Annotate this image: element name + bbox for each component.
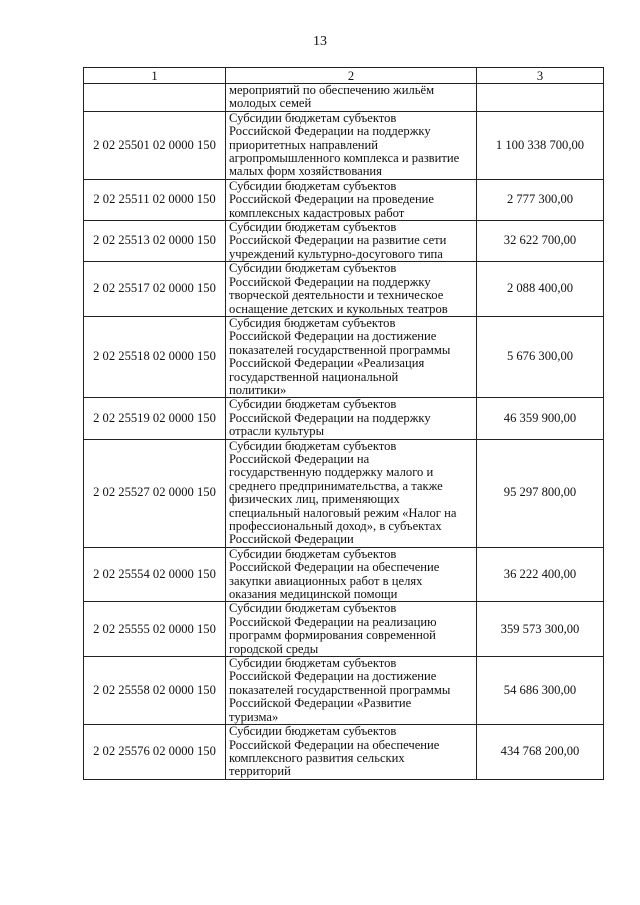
- description-line: учреждений культурно-досугового типа: [229, 246, 443, 261]
- description-line: Субсидии бюджетам субъектов: [229, 438, 397, 453]
- description-line: Российской Федерации «Реализация: [229, 356, 425, 371]
- table-header-row: [84, 68, 604, 84]
- description-line: Субсидии бюджетам субъектов: [229, 220, 397, 235]
- row-code: 2 02 25527 02 0000 150: [84, 439, 226, 547]
- description-line: Российской Федерации на обеспечение: [229, 560, 440, 575]
- table-row: [84, 439, 604, 547]
- description-line: показателей государственной программы: [229, 682, 451, 697]
- description-line: городской среды: [229, 641, 319, 656]
- description-line: молодых семей: [229, 96, 312, 111]
- table-row: [84, 602, 604, 657]
- row-code: 2 02 25555 02 0000 150: [84, 602, 226, 657]
- description-line: Субсидии бюджетам субъектов: [229, 178, 397, 193]
- description-line: государственной национальной: [229, 369, 399, 384]
- description-line: Субсидии бюджетам субъектов: [229, 601, 397, 616]
- row-code: 2 02 25501 02 0000 150: [84, 111, 226, 179]
- row-description: [226, 398, 477, 439]
- description-line: Российской Федерации на достижение: [229, 669, 437, 684]
- description-line: политики»: [229, 382, 287, 397]
- description-line: агропромышленного комплекса и развитие: [229, 151, 460, 166]
- table-row: [84, 262, 604, 317]
- row-code: 2 02 25513 02 0000 150: [84, 221, 226, 262]
- description-line: Российской Федерации на развитие сети: [229, 233, 447, 248]
- description-line: Российской Федерации на поддержку: [229, 124, 431, 139]
- description-line: Российской Федерации на поддержку: [229, 410, 431, 425]
- description-line: Российской Федерации на обеспечение: [229, 737, 440, 752]
- row-description: [226, 179, 477, 220]
- description-line: комплексных кадастровых работ: [229, 205, 405, 220]
- description-line: комплексного развития сельских: [229, 750, 405, 765]
- row-description: [226, 84, 477, 112]
- row-description: [226, 111, 477, 179]
- row-code: 2 02 25518 02 0000 150: [84, 316, 226, 397]
- description-line: Субсидии бюджетам субъектов: [229, 261, 397, 276]
- row-amount: 434 768 200,00: [477, 725, 604, 780]
- description-line: Субсидия бюджетам субъектов: [229, 315, 396, 330]
- row-description: [226, 657, 477, 725]
- table-row: [84, 221, 604, 262]
- row-amount: 359 573 300,00: [477, 602, 604, 657]
- row-description: [226, 262, 477, 317]
- table-row: [84, 398, 604, 439]
- row-amount: [477, 84, 604, 112]
- table-row: [84, 547, 604, 602]
- budget-revenue-table: [83, 67, 604, 780]
- description-line: Российской Федерации: [229, 532, 354, 547]
- description-line: туризма»: [229, 709, 279, 724]
- table-row: [84, 657, 604, 725]
- description-line: программ формирования современной: [229, 628, 436, 643]
- table-row: [84, 179, 604, 220]
- description-line: Российской Федерации на достижение: [229, 329, 437, 344]
- row-code: [84, 84, 226, 112]
- column-header-description: 2: [226, 68, 477, 84]
- row-amount: 32 622 700,00: [477, 221, 604, 262]
- description-line: территорий: [229, 764, 291, 779]
- description-line: Российской Федерации на реализацию: [229, 614, 437, 629]
- description-line: Субсидии бюджетам субъектов: [229, 110, 397, 125]
- description-line: приоритетных направлений: [229, 137, 379, 152]
- description-line: мероприятий по обеспечению жильём: [229, 83, 435, 97]
- column-header-amount: 3: [477, 68, 604, 84]
- row-code: 2 02 25576 02 0000 150: [84, 725, 226, 780]
- description-line: творческой деятельности и техническое: [229, 288, 444, 303]
- description-line: физических лиц, применяющих: [229, 492, 400, 507]
- row-code: 2 02 25519 02 0000 150: [84, 398, 226, 439]
- page-number: 13: [313, 34, 327, 49]
- table-row: [84, 316, 604, 397]
- description-line: Субсидии бюджетам субъектов: [229, 546, 397, 561]
- description-line: Российской Федерации на: [229, 451, 370, 466]
- description-line: Российской Федерации на проведение: [229, 192, 435, 207]
- description-line: оснащение детских и кукольных театров: [229, 301, 448, 316]
- row-amount: 1 100 338 700,00: [477, 111, 604, 179]
- row-description: [226, 316, 477, 397]
- description-line: Российской Федерации «Развитие: [229, 696, 412, 711]
- description-line: Субсидии бюджетам субъектов: [229, 724, 397, 739]
- row-amount: 36 222 400,00: [477, 547, 604, 602]
- description-line: закупки авиационных работ в целях: [229, 573, 423, 588]
- table-row: [84, 725, 604, 780]
- description-line: среднего предпринимательства, а также: [229, 478, 443, 493]
- row-description: [226, 547, 477, 602]
- row-description: [226, 725, 477, 780]
- row-amount: 2 777 300,00: [477, 179, 604, 220]
- row-code: 2 02 25511 02 0000 150: [84, 179, 226, 220]
- table-row: [84, 111, 604, 179]
- description-line: Субсидии бюджетам субъектов: [229, 656, 397, 671]
- row-code: 2 02 25517 02 0000 150: [84, 262, 226, 317]
- row-amount: 2 088 400,00: [477, 262, 604, 317]
- row-amount: 95 297 800,00: [477, 439, 604, 547]
- description-line: Российской Федерации на поддержку: [229, 274, 431, 289]
- row-amount: 5 676 300,00: [477, 316, 604, 397]
- column-header-code: 1: [84, 68, 226, 84]
- row-description: [226, 602, 477, 657]
- description-line: профессиональный доход», в субъектах: [229, 519, 442, 533]
- row-amount: 46 359 900,00: [477, 398, 604, 439]
- row-description: [226, 439, 477, 547]
- description-line: показателей государственной программы: [229, 342, 451, 357]
- description-line: отрасли культуры: [229, 424, 325, 439]
- row-code: 2 02 25558 02 0000 150: [84, 657, 226, 725]
- description-line: государственную поддержку малого и: [229, 465, 434, 480]
- row-description: [226, 221, 477, 262]
- description-line: малых форм хозяйствования: [229, 164, 382, 179]
- row-code: 2 02 25554 02 0000 150: [84, 547, 226, 602]
- description-line: специальный налоговый режим «Налог на: [229, 505, 457, 520]
- description-line: оказания медицинской помощи: [229, 587, 398, 602]
- row-amount: 54 686 300,00: [477, 657, 604, 725]
- table-body: [84, 84, 604, 780]
- description-line: Субсидии бюджетам субъектов: [229, 397, 397, 412]
- table-row-continuation: [84, 84, 604, 112]
